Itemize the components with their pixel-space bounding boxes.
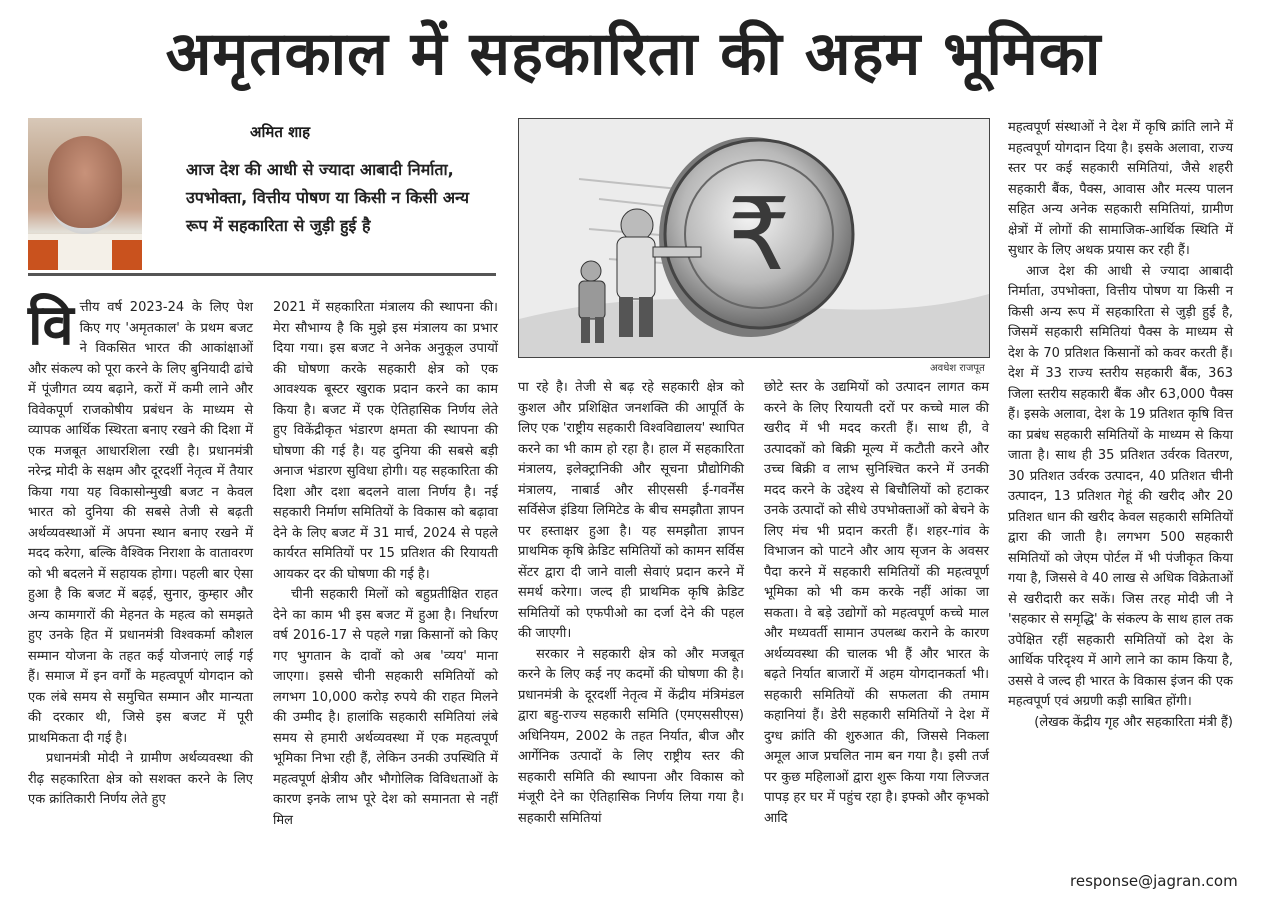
author-name: अमित शाह bbox=[250, 123, 311, 141]
dropcap: वि bbox=[28, 293, 74, 358]
paragraph: प्रधानमंत्री मोदी ने ग्रामीण अर्थव्यवस्था की रीढ़ सहकारिता क्षेत्र को सशक्त करने के लिए एक क्रांतिकारी निर्णय लेते हुए bbox=[28, 751, 253, 807]
divider bbox=[28, 273, 496, 276]
rupee-coin-illustration bbox=[519, 119, 989, 357]
illustration bbox=[518, 118, 990, 358]
author-box bbox=[28, 118, 496, 276]
rupee-symbol: ₹ bbox=[727, 176, 791, 293]
paragraph: छोटे स्तर के उद्यमियों को उत्पादन लागत कम करने के लिए रियायती दरों पर कच्चे माल की खरीद में भी मदद करती हैं। साथ ही, वे उत्पादकों को बिक्री मूल्य में कटौती करने और उच्च बिक्री व लाभ सुनिश्चित करने में उनकी मदद करने के उद्देश्य से बिचौलियों को हटाकर उनके उत्पादों को सीधे उपभोक्ताओं को बेचने के लिए मंच भी प्रदान करती हैं। शहर-गांव के विभाजन को पाटने और आय सृजन के अवसर पैदा करने में सहकारी समितियों की महत्वपूर्ण भूमिका को भी कम करके नहीं आंका जा सकता। वे बड़े उद्योगों को महत्वपूर्ण कच्चे माल और मध्यवर्ती सामान उपलब्ध कराने के कारण अर्थव्यवस्था की चालक भी हैं और भारत के बढ़ते निर्यात बाजारों में अहम योगदानकर्ता भी। सहकारी समितियों की सफलता की तमाम कहानियां हैं। डेरी सहकारी समितियों ने देश में दुग्ध क्रांति की शुरुआत की, जिससे निकला अमूल आज प्रचलित नाम बन गया है। इसी तर्ज पर कुछ महिलाओं द्वारा शुरू किया गया लिज्जत पापड़ हर घर में पहुंच रहा है। इफ्को और कृभको आदि bbox=[764, 380, 989, 826]
paragraph: पा रहे है। तेजी से बढ़ रहे सहकारी क्षेत्र को कुशल और प्रशिक्षित जनशक्ति की आपूर्ति के लिए एक 'राष्ट्रीय सहकारी विश्वविद्यालय' स्थापित करने का भी काम हो रहा है। हाल में सहकारिता मंत्रालय, इलेक्ट्रानिकी और सूचना प्रौद्योगिकी मंत्रालय, नाबार्ड और सीएससी ई-गवर्नेंस सर्विसेज इंडिया लिमिटेड के बीच समझौता ज्ञापन पर हस्ताक्षर हुआ है। यह समझौता ज्ञापन प्राथमिक कृषि क्रेडिट समितियों को कामन सर्विस सेंटर द्वारा दी जाने वाली सेवाएं प्रदान करने में समर्थ करेगा। जल्द ही प्राथमिक कृषि क्रेडिट समितियों को एफपीओ का दर्जा देने की पहल की जाएगी। bbox=[518, 380, 744, 641]
article-column-4 bbox=[764, 378, 989, 829]
article-column-3 bbox=[518, 378, 744, 829]
response-email[interactable]: response@jagran.com bbox=[1070, 872, 1238, 890]
paragraph: सरकार ने सहकारी क्षेत्र को और मजबूत करने के लिए कई नए कदमों की घोषणा की है। प्रधानमंत्री के दूरदर्शी नेतृत्व में केंद्रीय मंत्रिमंडल द्वारा बहु-राज्य सहकारी समिति (एमएससीएस) अधिनियम, 2002 के तहत निर्यात, बीज और आर्गेनिक उत्पादों के लिए राष्ट्रीय स्तर की सहकारी समिति की स्थापना और विकास को मंजूरी देने का ऐतिहासिक निर्णय लिया गया है। सहकारी समितियां bbox=[518, 646, 744, 826]
author-photo bbox=[28, 118, 142, 270]
article-column-5 bbox=[1008, 118, 1233, 733]
illustration-credit: अवधेश राजपूत bbox=[930, 363, 985, 374]
paragraph: त्तीय वर्ष 2023-24 के लिए पेश किए गए 'अमृतकाल' के प्रथम बजट ने विकसित भारत की आकांक्षाओं और संकल्प को पूरा करने के लिए बुनियादी ढांचे में पूंजीगत व्यय बढ़ाने, करों में कमी लाने और विवेकपूर्ण राजकोषीय प्रबंधन के माध्यम से व्यापक आर्थिक स्थिरता बनाए रखने की दिशा में एक मजबूत आधारशिला रखी है। प्रधानमंत्री नरेन्द्र मोदी के सक्षम और दूरदर्शी नेतृत्व में तैयार किया गया यह विकासोन्मुखी बजट न केवल भारत को दुनिया की सबसे तेजी से बढ़ती अर्थव्यवस्थाओं में अपना स्थान बनाए रखने में मदद करेगा, बल्कि वैश्विक निराशा के वातावरण को भी बदलने में सहायक होगा। पहली बार ऐसा हुआ है कि बजट में बढ़ई, सुनार, कुम्हार और अन्य कामगारों की मेहनत के महत्व को समझते हुए उनके हित में प्रधानमंत्री विश्वकर्मा कौशल सम्मान योजना के तहत कई योजनाएं लाई गई हैं। समाज में इन वर्गों के महत्वपूर्ण योगदान को एक लंबे समय से समुचित सम्मान और मान्यता की दरकार थी, जिसे इस बजट में पूरी प्राथमिकता दी गई है। bbox=[28, 300, 253, 746]
paragraph: आज देश की आधी से ज्यादा आबादी निर्माता, उपभोक्ता, वित्तीय पोषण या किसी न किसी अन्य रूप में सहकारिता से जुड़ी हुई है, जिसमें सहकारी समितियां पैक्स के माध्यम से देश के 70 प्रतिशत किसानों को कवर करती हैं। देश में 33 राज्य स्तरीय सहकारी बैंक, 363 जिला स्तरीय सहकारी बैंक और 63,000 पैक्स हैं। इसके अलावा, देश के 19 प्रतिशत कृषि वित्त का प्रबंध सहकारी समितियों के माध्यम से किया जाता है। साथ ही 35 प्रतिशत उर्वरक वितरण, 30 प्रतिशत उर्वरक उत्पादन, 40 प्रतिशत चीनी उत्पादन, 13 प्रतिशत गेहूं की खरीद और 20 प्रतिशत धान की खरीद केवल सहकारी समितियों द्वारा की जाती है। लगभग 500 सहकारी समितियों को जेएम पोर्टल में भी पंजीकृत किया गया है, जिससे वे 40 लाख से अधिक विक्रेताओं से खरीदारी कर सकें। जिस तरह मोदी जी ने 'सहकार से समृद्धि' के संकल्प के साथ हाल तक उपेक्षित रहीं सहकारी समितियों को देश के आर्थिक परिदृश्य में आगे लाने का काम किया है, उससे वे जल्द ही भारत के विकास इंजन की एक महत्वपूर्ण एवं अग्रणी कड़ी साबित होंगी। bbox=[1008, 263, 1233, 709]
paragraph: महत्वपूर्ण संस्थाओं ने देश में कृषि क्रांति लाने में महत्वपूर्ण योगदान दिया है। इसके अलावा, राज्य स्तर पर कई सहकारी समितियां, जैसे शहरी सहकारी बैंक, पैक्स, आवास और मत्स्य पालन सहित अन्य अनेक सहकारी समितियां, ग्रामीण क्षेत्रों में लोगों की सामाजिक-आर्थिक स्थिति में सुधार के लिए अथक प्रयास कर रही हैं। bbox=[1008, 120, 1233, 258]
page-title: अमृतकाल में सहकारिता की अहम भूमिका bbox=[165, 19, 1102, 89]
author-quote: आज देश की आधी से ज्यादा आबादी निर्माता, उपभोक्ता, वित्तीय पोषण या किसी न किसी अन्य रूप में सहकारिता से जुड़ी हुई है bbox=[186, 160, 470, 235]
article-column-2 bbox=[273, 298, 498, 831]
paragraph: चीनी सहकारी मिलों को बहुप्रतीक्षित राहत देने का काम भी इस बजट में हुआ है। निर्धारण वर्ष 2016-17 से पहले गन्ना किसानों को किए गए भुगतान के दावों को अब 'व्यय' माना जाएगा। इससे चीनी सहकारी समितियों को लगभग 10,000 करोड़ रुपये की राहत मिलने की उम्मीद है। हालांकि सहकारी समितियां लंबे समय से हमारी अर्थव्यवस्था में एक महत्वपूर्ण भूमिका निभा रही हैं, लेकिन उनकी उपस्थिति में महत्वपूर्ण क्षेत्रीय और भौगोलिक विविधताओं के कारण इनके लाभ पूरे देश को समानता से नहीं मिल bbox=[273, 587, 498, 828]
paragraph: 2021 में सहकारिता मंत्रालय की स्थापना की। मेरा सौभाग्य है कि मुझे इस मंत्रालय का प्रभार दिया गया। इस बजट ने अनेक अनुकूल उपायों की घोषणा करके सहकारी क्षेत्र को एक आवश्यक बूस्टर खुराक प्रदान करने का काम किया है। बजट में एक ऐतिहासिक निर्णय लेते हुए विकेंद्रीकृत भंडारण क्षमता की स्थापना की घोषणा की गई है। यह दुनिया की सबसे बड़ी अनाज भंडारण सुविधा होगी। यह सहकारिता की दिशा और दशा बदलने वाला निर्णय है। नई सहकारी निर्माण समितियों के विकास को बढ़ावा देने के लिए बजट में 31 मार्च, 2024 से पहले कार्यरत समितियों पर 15 प्रतिशत की रियायती आयकर दर की घोषणा की गई है। bbox=[273, 300, 498, 582]
article-column-1 bbox=[28, 293, 253, 811]
author-note: (लेखक केंद्रीय गृह और सहकारिता मंत्री हैं) bbox=[1034, 714, 1233, 730]
